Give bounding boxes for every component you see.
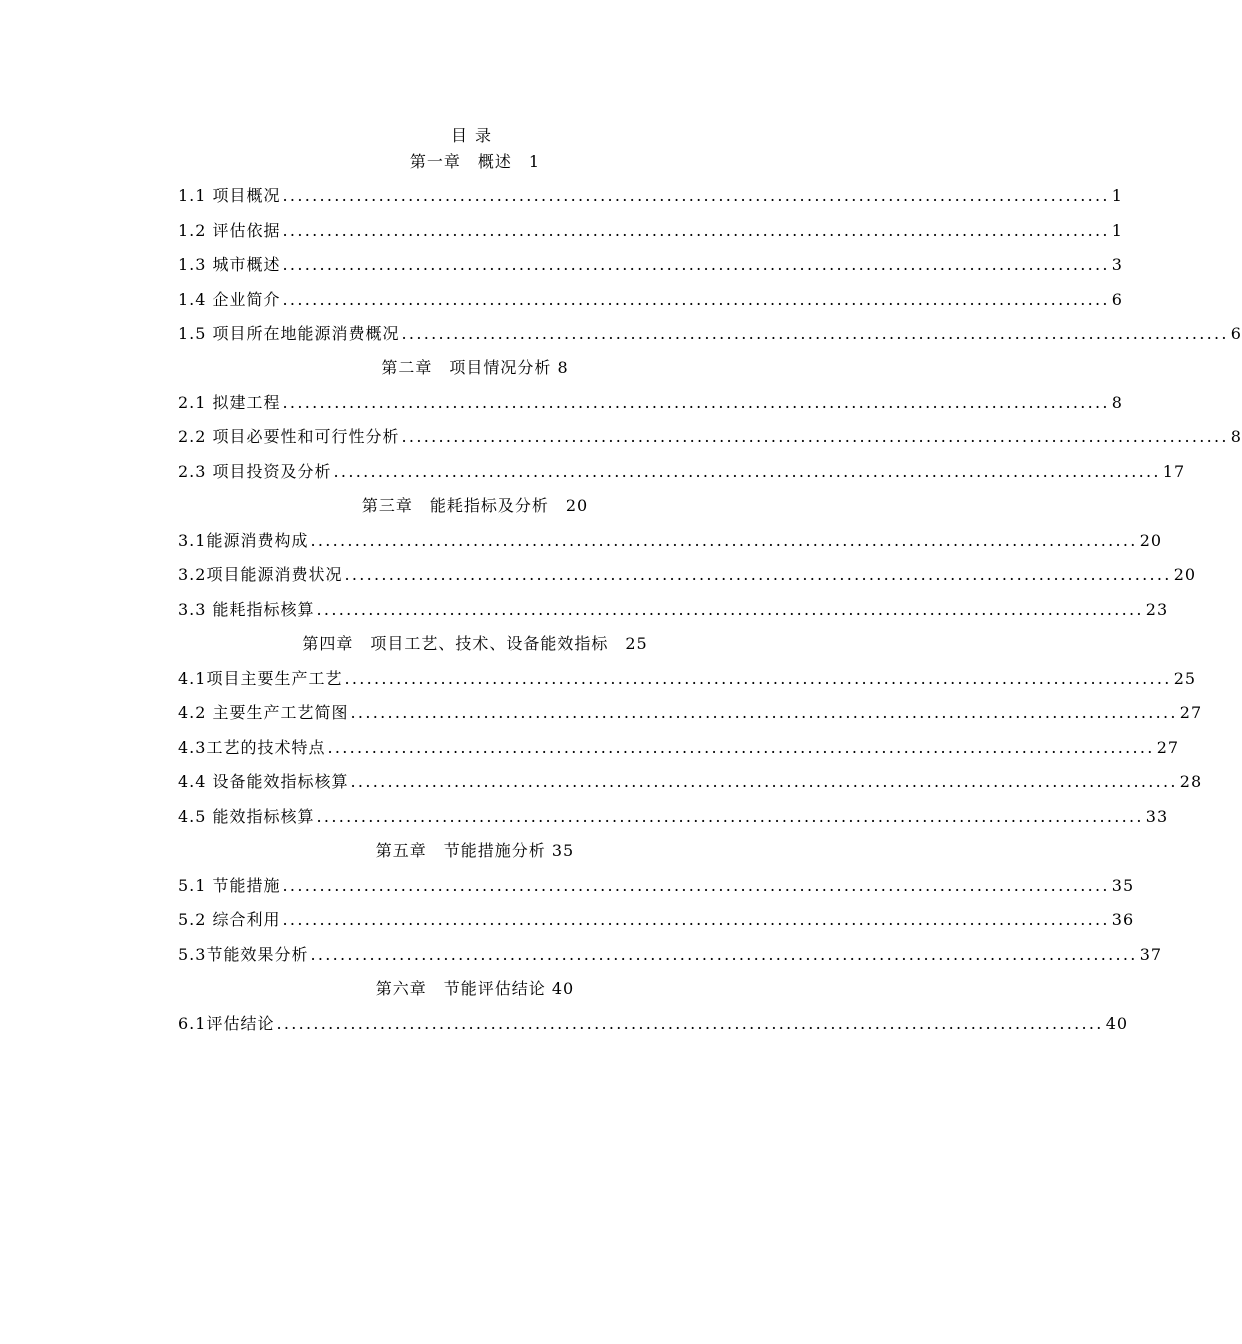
entry-number: 3.3 (178, 600, 213, 619)
dot-leader: ................................................................................................................ (282, 255, 1110, 274)
entry-title: 城市概述 (212, 255, 281, 274)
toc-entry[interactable] (178, 322, 1242, 346)
entry-page: 6 (1111, 290, 1123, 309)
entry-title: 主要生产工艺简图 (212, 703, 349, 722)
entry-page: 36 (1111, 910, 1135, 929)
toc-entry[interactable] (178, 805, 1169, 829)
toc-entry[interactable] (178, 736, 1180, 760)
toc-entry[interactable] (178, 529, 1163, 553)
dot-leader: ................................................................................................................ (282, 910, 1110, 929)
dot-leader: ................................................................................................................ (333, 462, 1161, 481)
entry-title: 能耗指标核算 (212, 600, 315, 619)
toc-entry[interactable] (178, 563, 1197, 587)
entry-title: 综合利用 (212, 910, 281, 929)
entry-title: 能源消费构成 (206, 531, 309, 550)
toc-entry[interactable] (178, 219, 1123, 243)
entry-page: 1 (1111, 186, 1123, 205)
toc-entry[interactable] (178, 425, 1242, 449)
entry-number: 1.1 (178, 186, 213, 205)
dot-leader: ................................................................................................................ (276, 1014, 1104, 1033)
entry-page: 20 (1139, 531, 1163, 550)
entry-title: 项目必要性和可行性分析 (212, 427, 400, 446)
entry-title: 节能措施 (212, 876, 281, 895)
dot-leader: ................................................................................................................ (310, 531, 1138, 550)
toc-entry[interactable] (178, 943, 1163, 967)
entry-page: 37 (1139, 945, 1163, 964)
entry-title: 拟建工程 (212, 393, 281, 412)
entry-number: 4.4 (178, 772, 213, 791)
entry-page: 23 (1145, 600, 1169, 619)
toc-entry[interactable] (178, 288, 1123, 312)
dot-leader: ................................................................................................................ (401, 427, 1229, 446)
entry-title: 项目所在地能源消费概况 (212, 324, 400, 343)
entry-number: 1.3 (178, 255, 213, 274)
dot-leader: ................................................................................................................ (316, 807, 1144, 826)
toc-entry[interactable] (178, 460, 1186, 484)
dot-leader: ................................................................................................................ (316, 600, 1144, 619)
chapter-heading[interactable]: 第六章 节能评估结论 40 (375, 979, 575, 998)
toc-entry[interactable] (178, 391, 1123, 415)
entry-number: 4.1 (178, 669, 207, 688)
entry-page: 8 (1111, 393, 1123, 412)
entry-page: 3 (1111, 255, 1123, 274)
entry-number: 2.3 (178, 462, 213, 481)
toc-entry[interactable] (178, 908, 1135, 932)
entry-number: 4.2 (178, 703, 213, 722)
dot-leader: ................................................................................................................ (282, 393, 1110, 412)
entry-number: 2.1 (178, 393, 213, 412)
entry-title: 能效指标核算 (212, 807, 315, 826)
entry-title: 评估结论 (206, 1014, 275, 1033)
entry-page: 1 (1111, 221, 1123, 240)
toc-entry[interactable] (178, 1012, 1129, 1036)
toc-entry[interactable] (178, 253, 1123, 277)
dot-leader: ................................................................................................................ (344, 565, 1172, 584)
chapter-heading[interactable]: 第三章 能耗指标及分析 20 (361, 496, 589, 515)
entry-page: 35 (1111, 876, 1135, 895)
entry-page: 28 (1179, 772, 1203, 791)
chapter-heading[interactable]: 第五章 节能措施分析 35 (375, 841, 575, 860)
dot-leader: ................................................................................................................ (282, 290, 1110, 309)
entry-number: 5.2 (178, 910, 213, 929)
dot-leader: ................................................................................................................ (327, 738, 1155, 757)
entry-title: 评估依据 (212, 221, 281, 240)
toc-entry[interactable] (178, 701, 1203, 725)
entry-number: 1.5 (178, 324, 213, 343)
dot-leader: ................................................................................................................ (310, 945, 1138, 964)
toc-entry[interactable] (178, 874, 1135, 898)
entry-title: 工艺的技术特点 (206, 738, 326, 757)
entry-number: 1.2 (178, 221, 213, 240)
chapter-heading[interactable]: 第一章 概述 1 (409, 152, 541, 171)
dot-leader: ................................................................................................................ (282, 221, 1110, 240)
entry-number: 3.1 (178, 531, 207, 550)
entry-page: 33 (1145, 807, 1169, 826)
toc-entry[interactable] (178, 770, 1203, 794)
entry-page: 20 (1173, 565, 1197, 584)
entry-title: 项目主要生产工艺 (206, 669, 343, 688)
entry-page: 40 (1105, 1014, 1129, 1033)
dot-leader: ................................................................................................................ (344, 669, 1172, 688)
toc-entry[interactable] (178, 184, 1123, 208)
entry-number: 4.3 (178, 738, 207, 757)
entry-page: 27 (1179, 703, 1203, 722)
chapter-heading[interactable]: 第四章 项目工艺、技术、设备能效指标 25 (302, 634, 648, 653)
entry-title: 项目投资及分析 (212, 462, 332, 481)
dot-leader: ................................................................................................................ (282, 186, 1110, 205)
chapter-heading[interactable]: 第二章 项目情况分析 8 (381, 358, 569, 377)
entry-page: 27 (1156, 738, 1180, 757)
entry-number: 4.5 (178, 807, 213, 826)
entry-page: 6 (1230, 324, 1242, 343)
toc-title: 目录 (450, 126, 499, 145)
entry-page: 17 (1162, 462, 1186, 481)
dot-leader: ................................................................................................................ (350, 772, 1178, 791)
entry-title: 设备能效指标核算 (212, 772, 349, 791)
entry-title: 企业简介 (212, 290, 281, 309)
entry-number: 2.2 (178, 427, 213, 446)
entry-number: 6.1 (178, 1014, 207, 1033)
entry-number: 1.4 (178, 290, 213, 309)
entry-number: 3.2 (178, 565, 207, 584)
dot-leader: ................................................................................................................ (282, 876, 1110, 895)
entry-title: 项目能源消费状况 (206, 565, 343, 584)
dot-leader: ................................................................................................................ (350, 703, 1178, 722)
entry-title: 项目概况 (212, 186, 281, 205)
entry-number: 5.3 (178, 945, 207, 964)
entry-page: 25 (1173, 669, 1197, 688)
toc-entry[interactable] (178, 667, 1197, 691)
dot-leader: ................................................................................................................ (401, 324, 1229, 343)
entry-page: 8 (1230, 427, 1242, 446)
entry-title: 节能效果分析 (206, 945, 309, 964)
toc-entry[interactable] (178, 598, 1169, 622)
entry-number: 5.1 (178, 876, 213, 895)
